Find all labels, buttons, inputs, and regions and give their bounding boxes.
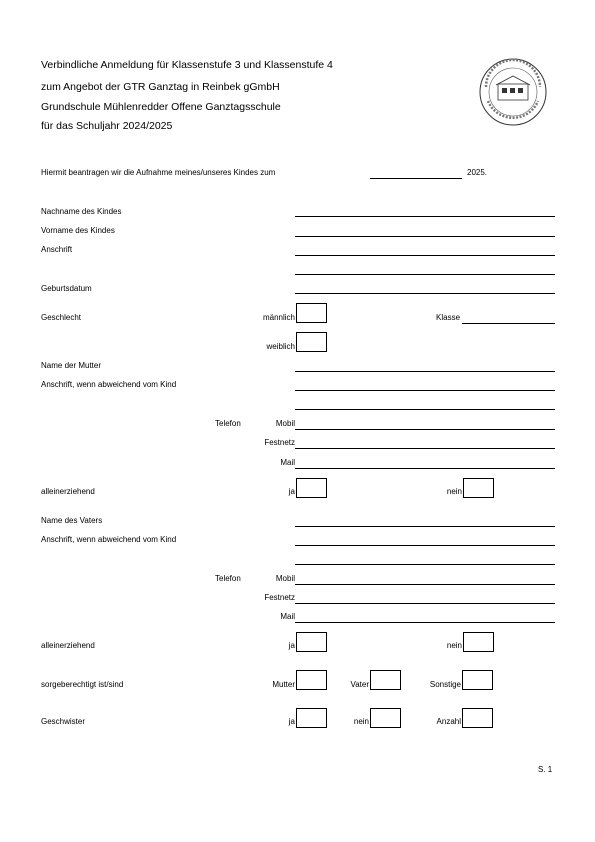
- father-address-field-2[interactable]: [295, 564, 555, 565]
- mother-single-parent-label: alleinerziehend: [41, 487, 95, 496]
- father-name-field[interactable]: [295, 526, 555, 527]
- father-address-field-1[interactable]: [295, 545, 555, 546]
- custody-other-checkbox[interactable]: [462, 670, 493, 690]
- siblings-no-checkbox[interactable]: [370, 708, 401, 728]
- child-address-field-2[interactable]: [295, 274, 555, 275]
- custody-label: sorgeberechtigt ist/sind: [41, 680, 124, 689]
- mother-name-field[interactable]: [295, 371, 555, 372]
- father-landline-field[interactable]: [295, 603, 555, 604]
- father-name-label: Name des Vaters: [41, 516, 103, 525]
- start-date-field[interactable]: [370, 178, 462, 179]
- father-mobile-field[interactable]: [295, 584, 555, 585]
- father-address-label: Anschrift, wenn abweichend vom Kind: [41, 535, 177, 544]
- mother-single-no-label: nein: [446, 487, 462, 496]
- custody-mother-label: Mutter: [272, 680, 295, 689]
- page-number: S. 1: [538, 765, 553, 774]
- class-label: Klasse: [436, 313, 461, 322]
- header-line-2: zum Angebot der GTR Ganztag in Reinbek gGmbH: [41, 81, 280, 93]
- child-lastname-field[interactable]: [295, 216, 555, 217]
- mother-mail-field[interactable]: [295, 468, 555, 469]
- child-firstname-field[interactable]: [295, 236, 555, 237]
- mother-single-yes-label: ja: [288, 487, 295, 496]
- mother-name-label: Name der Mutter: [41, 361, 102, 370]
- gender-label: Geschlecht: [41, 313, 82, 322]
- father-single-yes-checkbox[interactable]: [296, 632, 327, 652]
- header-line-3: Grundschule Mühlenredder Offene Ganztagsschule: [41, 101, 281, 113]
- custody-father-checkbox[interactable]: [370, 670, 401, 690]
- siblings-count-label: Anzahl: [436, 717, 461, 726]
- mother-phone-label: Telefon: [215, 419, 241, 428]
- siblings-no-label: nein: [353, 717, 369, 726]
- child-birthdate-label: Geburtsdatum: [41, 284, 92, 293]
- gender-male-checkbox[interactable]: [296, 303, 327, 323]
- gender-male-label: männlich: [262, 313, 295, 322]
- custody-father-label: Vater: [350, 680, 369, 689]
- child-address-label: Anschrift: [41, 245, 73, 254]
- child-firstname-label: Vorname des Kindes: [41, 226, 115, 235]
- siblings-label: Geschwister: [41, 717, 86, 726]
- mother-mobile-field[interactable]: [295, 429, 555, 430]
- father-single-yes-label: ja: [288, 641, 295, 650]
- child-address-field-1[interactable]: [295, 255, 555, 256]
- class-field[interactable]: [462, 323, 555, 324]
- child-birthdate-field[interactable]: [295, 293, 555, 294]
- father-mobile-label: Mobil: [275, 574, 295, 583]
- father-phone-label: Telefon: [215, 574, 241, 583]
- child-lastname-label: Nachname des Kindes: [41, 207, 122, 216]
- siblings-yes-label: ja: [288, 717, 295, 726]
- custody-other-label: Sonstige: [429, 680, 461, 689]
- father-landline-label: Festnetz: [264, 593, 295, 602]
- mother-landline-field[interactable]: [295, 448, 555, 449]
- mother-mobile-label: Mobil: [275, 419, 295, 428]
- father-single-parent-label: alleinerziehend: [41, 641, 95, 650]
- mother-single-no-checkbox[interactable]: [463, 478, 494, 498]
- mother-mail-label: Mail: [280, 458, 295, 467]
- school-seal-logo: [478, 57, 548, 127]
- mother-address-field-1[interactable]: [295, 390, 555, 391]
- mother-address-label: Anschrift, wenn abweichend vom Kind: [41, 380, 177, 389]
- header-line-4: für das Schuljahr 2024/2025: [41, 120, 173, 132]
- father-mail-label: Mail: [280, 612, 295, 621]
- intro-text: Hiermit beantragen wir die Aufnahme meines/unseres Kindes zum: [41, 168, 276, 177]
- father-single-no-checkbox[interactable]: [463, 632, 494, 652]
- father-mail-field[interactable]: [295, 622, 555, 623]
- siblings-count-field[interactable]: [462, 708, 493, 728]
- mother-address-field-2[interactable]: [295, 409, 555, 410]
- gender-female-checkbox[interactable]: [296, 332, 327, 352]
- header-line-1: Verbindliche Anmeldung für Klassenstufe 3 und Klassenstufe 4: [41, 59, 333, 71]
- mother-landline-label: Festnetz: [264, 438, 295, 447]
- intro-year: 2025.: [467, 168, 488, 177]
- gender-female-label: weiblich: [266, 342, 295, 351]
- mother-single-yes-checkbox[interactable]: [296, 478, 327, 498]
- father-single-no-label: nein: [446, 641, 462, 650]
